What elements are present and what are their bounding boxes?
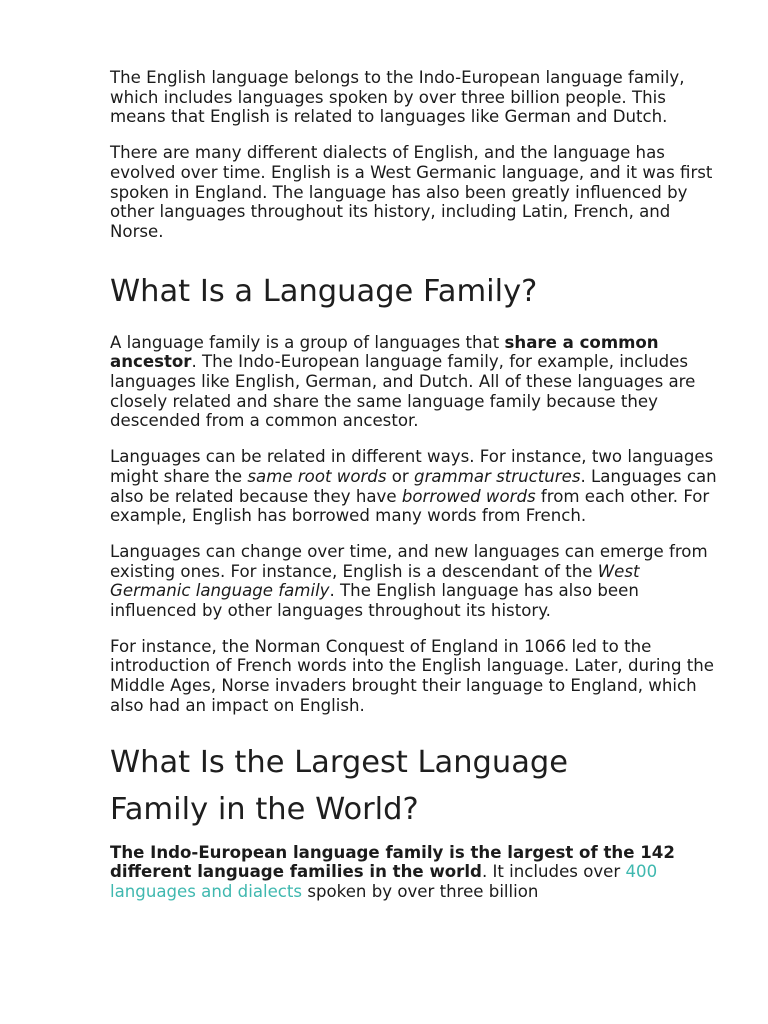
heading-line: Family in the World? bbox=[110, 791, 419, 827]
text-run: or bbox=[386, 466, 415, 486]
language-family-paragraph-1 bbox=[110, 333, 722, 432]
languages-dialects-link[interactable]: 400 languages and dialects bbox=[110, 862, 658, 901]
text-run: A language family is a group of languages that bbox=[110, 332, 505, 352]
intro-paragraph-2: There are many different dialects of English, and the language has evolved over time. English is a West Germanic language, and it was first spoken in England. The language has also been greatly influenced by other languages throughout its history, including Latin, French, and Norse. bbox=[110, 143, 713, 241]
language-family-paragraph-3 bbox=[110, 542, 722, 621]
italic-phrase: grammar structures bbox=[414, 466, 581, 486]
language-family-paragraph-2 bbox=[110, 447, 722, 526]
language-family-paragraph-4: For instance, the Norman Conquest of England in 1066 led to the introduction of French words into the English language. Later, during the Middle Ages, Norse invaders brought their language to England, which also had an impact on English. bbox=[110, 636, 714, 715]
text-run: . The English language has also been influenced by other languages throughout its history. bbox=[110, 581, 639, 621]
italic-phrase: same root words bbox=[247, 466, 387, 486]
text-run: spoken by over three billion bbox=[302, 881, 539, 901]
text-run: . Languages can also be related because they have bbox=[110, 466, 717, 506]
heading-line: What Is the Largest Language bbox=[110, 744, 569, 780]
bold-phrase: The Indo-European language family is the largest of the 142 different language families in the world bbox=[110, 842, 675, 882]
italic-phrase: borrowed words bbox=[401, 486, 536, 506]
italic-phrase: West Germanic language family bbox=[110, 561, 640, 601]
text-run: Languages can be related in different ways. For instance, two languages might share the bbox=[110, 447, 714, 486]
section-heading-language-family: What Is a Language Family? bbox=[110, 273, 538, 309]
text-run: from each other. For example, English has borrowed many words from French. bbox=[110, 486, 710, 526]
article-body bbox=[110, 68, 722, 918]
largest-family-paragraph-1 bbox=[110, 843, 722, 902]
bold-phrase: share a common ancestor bbox=[110, 332, 659, 372]
text-run: . The Indo-European language family, for example, includes languages like English, German, and Dutch. All of these languages are closely related and share the same language family because they descended from a common ancestor. bbox=[110, 352, 696, 431]
intro-paragraph-1: The English language belongs to the Indo-European language family, which includes languages spoken by over three billion people. This means that English is related to languages like German and Dutch. bbox=[110, 68, 685, 127]
section-heading-largest-family bbox=[110, 739, 722, 833]
text-run: Languages can change over time, and new languages can emerge from existing ones. For instance, English is a descendant of the bbox=[110, 541, 708, 581]
text-run: . It includes over bbox=[481, 862, 626, 882]
